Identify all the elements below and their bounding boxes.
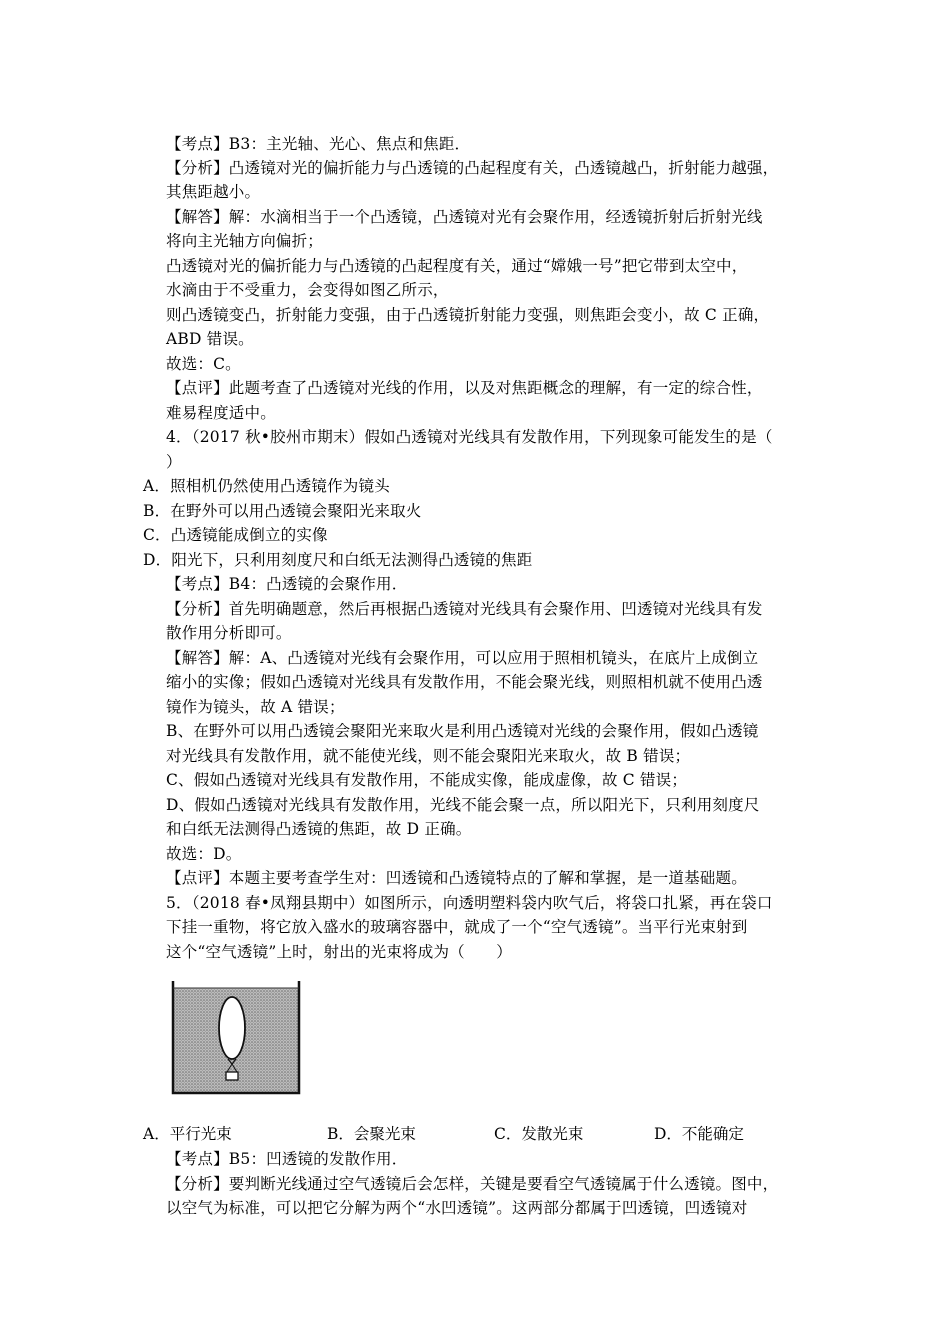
q4-jieda-line4: B、在野外可以用凸透镜会聚阳光来取火是利用凸透镜对光线的会聚作用，假如凸透镜	[166, 722, 759, 740]
q5-fenxi-line2: 以空气为标准，可以把它分解为两个“水凹透镜”。这两部分都属于凹透镜，凹透镜对	[166, 1199, 748, 1217]
q4-fenxi-line2: 散作用分析即可。	[166, 624, 292, 642]
q3-dianping-line2: 难易程度适中。	[166, 404, 276, 422]
q4-option-b: B．在野外可以用凸透镜会聚阳光来取火	[143, 502, 422, 520]
q5-option-c: C．发散光束	[494, 1125, 584, 1143]
air-lens-figure	[170, 978, 302, 1096]
q4-option-c: C．凸透镜能成倒立的实像	[143, 526, 328, 544]
q4-option-d: D．阳光下，只利用刻度尺和白纸无法测得凸透镜的焦距	[143, 551, 533, 569]
q4-option-a: A．照相机仍然使用凸透镜作为镜头	[143, 477, 390, 495]
q3-kaodian: 【考点】B3：主光轴、光心、焦点和焦距．	[166, 135, 471, 153]
q3-jieda-line1: 【解答】解：水滴相当于一个凸透镜，凸透镜对光有会聚作用，经透镜折射后折射光线	[166, 208, 763, 226]
q4-stem-line2: ）	[166, 453, 182, 471]
q4-jieda-line7: D、假如凸透镜对光线具有发散作用，光线不能会聚一点，所以阳光下，只利用刻度尺	[166, 796, 760, 814]
q4-dianping: 【点评】本题主要考查学生对：凹透镜和凸透镜特点的了解和掌握，是一道基础题。	[166, 869, 747, 887]
q3-dianping-line1: 【点评】此题考查了凸透镜对光线的作用，以及对焦距概念的理解，有一定的综合性，	[166, 379, 763, 397]
q4-answer: 故选：D。	[166, 845, 242, 863]
plastic-bag	[219, 997, 245, 1059]
q4-jieda-line6: C、假如凸透镜对光线具有发散作用，不能成实像，能成虚像，故 C 错误；	[166, 771, 688, 789]
q4-jieda-line8: 和白纸无法测得凸透镜的焦距，故 D 正确。	[166, 820, 472, 838]
q3-jieda-line4: 水滴由于不受重力，会变得如图乙所示，	[166, 281, 449, 299]
q5-option-d: D．不能确定	[654, 1125, 744, 1143]
q5-stem-line2: 下挂一重物，将它放入盛水的玻璃容器中，就成了一个“空气透镜”。当平行光束射到	[166, 918, 748, 936]
q3-jieda-line3: 凸透镜对光的偏折能力与凸透镜的凸起程度有关，通过“嫦娥一号”把它带到太空中，	[166, 257, 748, 275]
weight-block	[226, 1072, 238, 1080]
q4-fenxi-line1: 【分析】首先明确题意，然后再根据凸透镜对光线具有会聚作用、凹透镜对光线具有发	[166, 600, 763, 618]
q5-option-a: A．平行光束	[143, 1125, 232, 1143]
q5-stem-line3: 这个“空气透镜”上时，射出的光束将成为（ ）	[166, 943, 512, 961]
q5-kaodian: 【考点】B5：凹透镜的发散作用．	[166, 1150, 408, 1168]
q4-stem-line1: 4．（2017 秋•胶州市期末）假如凸透镜对光线具有发散作用，下列现象可能发生的是（	[166, 428, 773, 446]
q4-jieda-line2: 缩小的实像；假如凸透镜对光线具有发散作用，不能会聚光线，则照相机就不使用凸透	[166, 673, 763, 691]
q5-stem-line1: 5．（2018 春•凤翔县期中）如图所示，向透明塑料袋内吹气后，将袋口扎紧，再在袋口	[166, 894, 773, 912]
q3-jieda-line2: 将向主光轴方向偏折；	[166, 232, 324, 250]
q4-jieda-line1: 【解答】解：A、凸透镜对光线有会聚作用，可以应用于照相机镜头，在底片上成倒立	[166, 649, 759, 667]
q3-fenxi-line2: 其焦距越小。	[166, 183, 261, 201]
q3-answer: 故选：C。	[166, 355, 241, 373]
q3-jieda-line6: ABD 错误。	[166, 330, 254, 348]
q3-jieda-line5: 则凸透镜变凸，折射能力变强，由于凸透镜折射能力变强，则焦距会变小，故 C 正确，	[166, 306, 770, 324]
q4-jieda-line3: 镜作为镜头，故 A 错误；	[166, 698, 345, 716]
q5-option-b: B．会聚光束	[327, 1125, 416, 1143]
q4-kaodian: 【考点】B4：凸透镜的会聚作用．	[166, 575, 408, 593]
q3-fenxi-line1: 【分析】凸透镜对光的偏折能力与凸透镜的凸起程度有关，凸透镜越凸，折射能力越强，	[166, 159, 779, 177]
q5-fenxi-line1: 【分析】要判断光线通过空气透镜后会怎样，关键是要看空气透镜属于什么透镜。图中，	[166, 1175, 779, 1193]
q4-jieda-line5: 对光线具有发散作用，就不能使光线，则不能会聚阳光来取火，故 B 错误；	[166, 747, 691, 765]
